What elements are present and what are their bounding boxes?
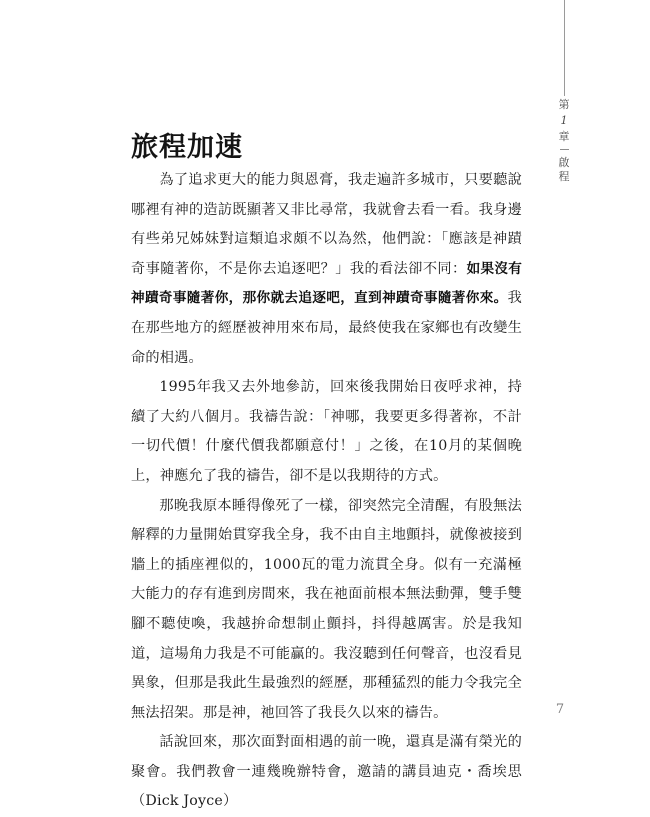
running-head-chapter-name: 啟程 (558, 156, 570, 183)
text-run: 話說回來，那次面對面相遇的前一晚，還真是滿有榮光的聚會。我們教會一連幾晚辦特會，邀請的講員迪克・喬埃思（Dick Joyce） (131, 734, 522, 810)
running-head-rule (564, 0, 565, 96)
paragraph (131, 728, 522, 817)
emphasis-run: 如果沒有神蹟奇事隨著你，那你就去追逐吧，直到神蹟奇事隨著你來。 (131, 260, 522, 307)
paragraph (131, 373, 522, 491)
running-head-dash (560, 149, 569, 150)
paragraph (131, 492, 522, 729)
text-run: 我在那些地方的經歷被神用來布局，最終使我在家鄉也有改變生命的相遇。 (131, 290, 522, 366)
text-run: 那晚我原本睡得像死了一樣，卻突然完全清醒，有股無法解釋的力量開始貫穿我全身，我不由自主地顫抖，就像被接到牆上的插座裡似的，1000瓦的電力流貫全身。似有一充滿極大能力的存有進到房間來，我在祂面前根本無法動彈，雙手雙腳不聽使喚，我越拚命想制止顫抖，抖得越厲害。於是我知道，這場角力我是不可能贏的。我沒聽到任何聲音，也沒看見異象，但那是我此生最強烈的經歷，那種猛烈的能力令我完全無法招架。那是神，祂回答了我長久以來的禱告。 (131, 497, 522, 721)
running-head-chapter-marker (556, 0, 572, 184)
body-text-column (131, 166, 522, 817)
chapter-title: 旅程加速 (131, 132, 243, 164)
page-number: 7 (555, 702, 565, 717)
text-run: 為了追求更大的能力與恩膏，我走遍許多城市，只要聽說哪裡有神的造訪既顯著又非比尋常，我就會去看一看。我身邊有些弟兄姊妹對這類追求頗不以為然，他們說：「應該是神蹟奇事隨著你，不是你去追逐吧？」我的看法卻不同： (131, 172, 522, 277)
running-head-chapter-unit: 章 (558, 130, 570, 143)
paragraph (131, 166, 522, 373)
running-head-chapter-word: 第 (558, 98, 570, 111)
running-head-chapter-number: 1 (560, 114, 568, 127)
text-run: 1995年我又去外地參訪，回來後我開始日夜呼求神，持續了大約八個月。我禱告說：「神哪，我要更多得著祢，不計一切代價！什麼代價我都願意付！」之後，在10月的某個晚上，神應允了我的禱告，卻不是以我期待的方式。 (131, 379, 522, 484)
